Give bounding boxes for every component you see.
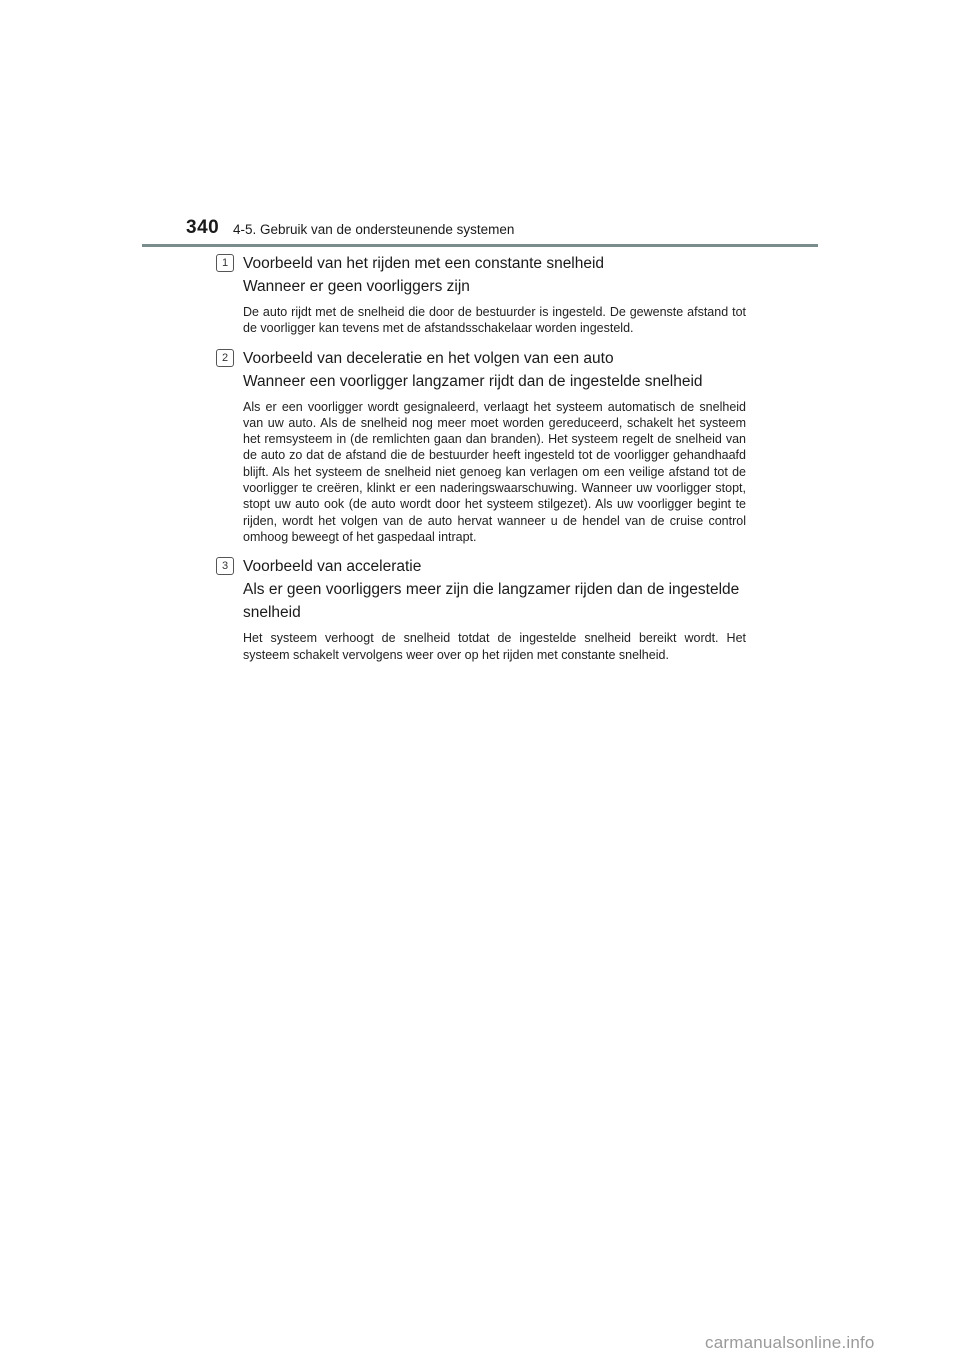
watermark: carmanualsonline.info: [705, 1333, 875, 1352]
list-item: [216, 555, 746, 663]
item-heading: Voorbeeld van het rijden met een constante snelheid: [243, 255, 605, 272]
item-heading: Voorbeeld van deceleratie en het volgen van een auto: [243, 349, 614, 367]
content: [216, 252, 746, 673]
item-heading: Voorbeeld van acceleratie: [243, 558, 422, 576]
page-number: 340: [186, 217, 220, 238]
number-badge: 1: [216, 254, 234, 272]
number-badge: 3: [216, 557, 234, 575]
item-body: Het systeem verhoogt de snelheid totdat de ingestelde snelheid bereikt wordt. Het systeem schakelt vervolgens weer over op het rijden met constante snelheid.: [243, 631, 746, 662]
item-body: Als er een voorligger wordt gesignaleerd, verlaagt het systeem automatisch de snelheid van uw auto. Als de snelheid nog meer moet worden gereduceerd, schakelt het systeem het remsysteem in (de remlichten gaan dan branden). Het systeem regelt de snelheid van de auto zo dat de afstand die de bestuurder heeft ingesteld tot de voorligger gehandhaafd blijft. Als het systeem de snelheid niet genoeg kan verlagen om een veilige afstand tot de voorligger te creëren, klinkt er een naderingswaarschuwing. Wanneer uw voorligger stopt, stopt uw auto ook (de auto wordt door het systeem stilgezet). Als uw voorligger begint te rijden, wordt het volgen van de auto hervat wanneer u de hendel van de cruise control omhoog beweegt of het gaspedaal intrapt.: [243, 399, 746, 544]
item-body: De auto rijdt met de snelheid die door de bestuurder is ingesteld. De gewenste afstand tot de voorligger kan tevens met de afstandsschakelaar worden ingesteld.: [243, 305, 746, 336]
header-rule: [142, 244, 818, 247]
item-head: [216, 347, 746, 393]
item-subheading: Wanneer er geen voorliggers zijn: [243, 278, 470, 295]
item-subheading: Als er geen voorliggers meer zijn die langzamer rijden dan de ingestelde snelheid: [243, 581, 740, 622]
list-item: [216, 347, 746, 546]
section-title: 4-5. Gebruik van de ondersteunende systemen: [233, 222, 515, 237]
item-subheading: Wanneer een voorligger langzamer rijdt dan de ingestelde snelheid: [243, 372, 703, 390]
number-badge: 2: [216, 349, 234, 367]
item-head: [216, 555, 746, 624]
list-item: [216, 252, 746, 337]
item-head: [216, 252, 746, 298]
